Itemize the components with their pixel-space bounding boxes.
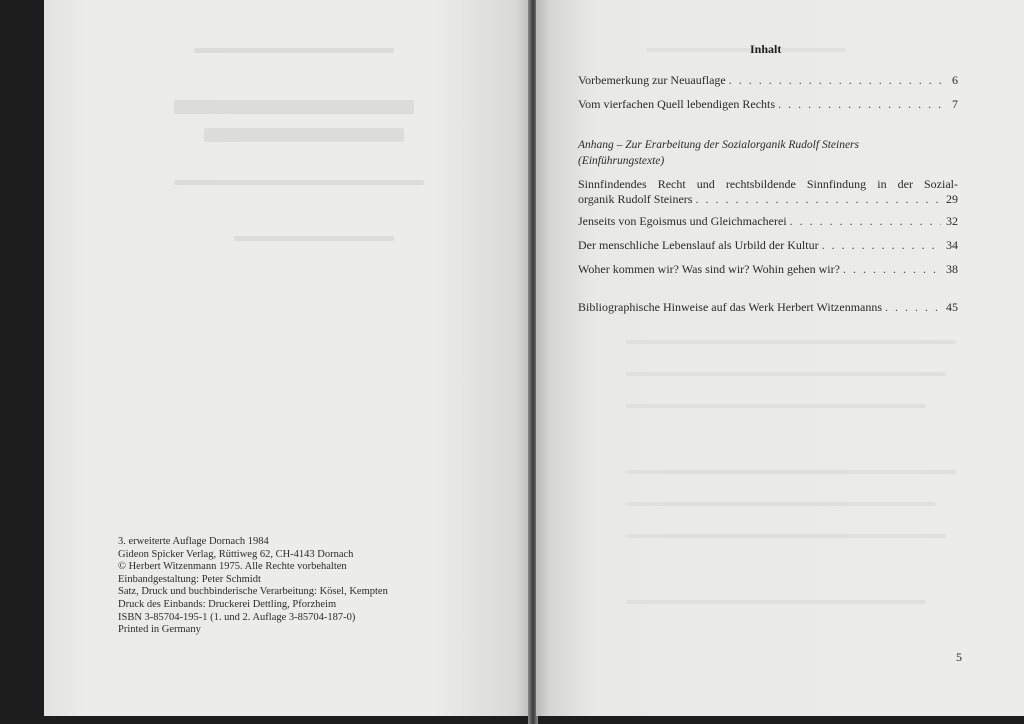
bleed-through-decoration xyxy=(626,470,956,474)
toc-entry-bibliography xyxy=(578,300,958,315)
bleed-through-decoration xyxy=(626,340,956,344)
toc-title: Inhalt xyxy=(750,42,782,56)
bleed-through-decoration xyxy=(174,100,414,114)
right-page xyxy=(536,0,1024,716)
toc-entry-page: 6 xyxy=(952,73,958,87)
toc-leader-dots xyxy=(729,73,941,88)
toc-entry-page: 45 xyxy=(946,300,958,314)
toc-entry-title: Woher kommen wir? Was sind wir? Wohin gehen wir? xyxy=(578,262,840,276)
bleed-through-decoration xyxy=(174,180,424,185)
appendix-heading-line: Anhang – Zur Erarbeitung der Sozialorganik Rudolf Steiners xyxy=(578,139,859,151)
toc-leader-dots xyxy=(778,97,941,112)
toc-entry-title: Vorbemerkung zur Neuauflage xyxy=(578,73,726,87)
imprint-line: Einbandgestaltung: Peter Schmidt xyxy=(118,573,261,585)
toc-leader-dots xyxy=(822,238,941,253)
toc-entry-title: Vom vierfachen Quell lebendigen Rechts xyxy=(578,97,776,111)
toc-entry-continuation xyxy=(578,192,958,207)
imprint-line: © Herbert Witzenmann 1975. Alle Rechte vorbehalten xyxy=(118,561,347,573)
toc-entry xyxy=(578,214,958,229)
page-number: 5 xyxy=(956,650,962,664)
toc-entry-title-line: organik Rudolf Steiners xyxy=(578,192,693,206)
appendix-heading xyxy=(578,137,958,169)
toc-leader-dots xyxy=(843,262,941,277)
left-page xyxy=(44,0,530,716)
imprint-block xyxy=(118,536,388,637)
toc-leader-dots xyxy=(885,300,941,315)
imprint-line: Druck des Einbands: Druckerei Dettling, Pforzheim xyxy=(118,598,337,610)
bleed-through-decoration xyxy=(646,48,846,52)
toc-leader-dots xyxy=(695,192,941,207)
bleed-through-decoration xyxy=(626,502,936,506)
imprint-line: ISBN 3-85704-195-1 (1. und 2. Auflage 3-85704-187-0) xyxy=(118,611,356,623)
appendix-heading-line: (Einführungstexte) xyxy=(578,155,665,167)
toc-entry xyxy=(578,262,958,277)
bleed-through-decoration xyxy=(626,372,946,376)
toc-entry-title: Bibliographische Hinweise auf das Werk Herbert Witzenmanns xyxy=(578,300,883,314)
toc-entry xyxy=(578,238,958,253)
imprint-line: Printed in Germany xyxy=(118,624,201,636)
bleed-through-decoration xyxy=(194,48,394,53)
imprint-line: Gideon Spicker Verlag, Rüttiweg 62, CH-4143 Dornach xyxy=(118,548,354,560)
toc-entry-page: 38 xyxy=(946,262,958,276)
imprint-line: Satz, Druck und buchbinderische Verarbeitung: Kösel, Kempten xyxy=(118,586,388,598)
toc-entry-title-line: Sinnfindendes Recht und rechtsbildende Sinnfindung in der Sozial- xyxy=(578,177,958,191)
toc-entry-title: Jenseits von Egoismus und Gleichmacherei xyxy=(578,214,787,228)
bleed-through-decoration xyxy=(234,236,394,241)
toc-entry-page: 29 xyxy=(946,192,958,206)
toc-entry xyxy=(578,97,958,112)
toc-entry-page: 32 xyxy=(946,214,958,228)
toc-entry-page: 7 xyxy=(952,97,958,111)
toc-entry-title: Der menschliche Lebenslauf als Urbild der Kultur xyxy=(578,238,819,252)
bleed-through-decoration xyxy=(626,404,926,408)
toc-leader-dots xyxy=(790,214,941,229)
bleed-through-decoration xyxy=(204,128,404,142)
imprint-line: 3. erweiterte Auflage Dornach 1984 xyxy=(118,536,269,547)
toc-entry-page: 34 xyxy=(946,238,958,252)
bleed-through-decoration xyxy=(626,600,926,604)
toc-entry xyxy=(578,73,958,88)
toc-entry xyxy=(578,176,958,192)
bleed-through-decoration xyxy=(626,534,946,538)
